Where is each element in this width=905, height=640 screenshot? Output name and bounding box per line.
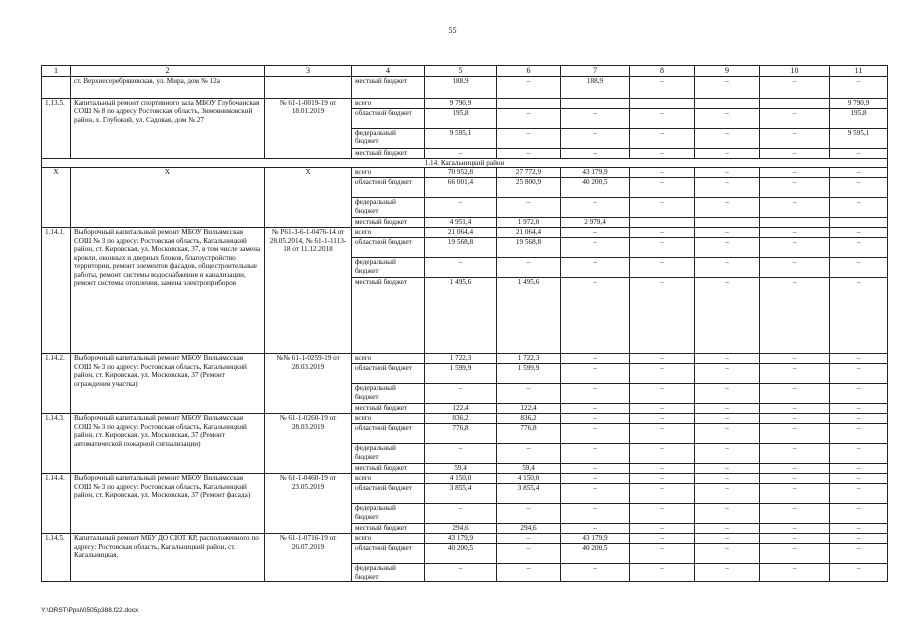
value-cell: 19 568,8 (425, 238, 497, 258)
value-cell: 1 599,9 (425, 364, 497, 384)
object-name: Выборочный капитальный ремонт МБОУ Вильямсская СОШ № 3 по адресу: Ростовская область, Кагальницкий район, ст. Кировская, ул. Московская, 37, в том числе замена кровли, оконных и дверных блоков, благоустройство территории, ремонт элементов фасадов, общестроительные работы, ремонт системы водоснабжения и канализации, ремонт системы отопления, замена электроприборов (71, 228, 265, 354)
budget-label-total: всего (352, 99, 425, 109)
value-cell: 3 855,4 (425, 484, 497, 504)
value-cell: – (561, 484, 630, 504)
header-col-6: 6 (497, 66, 561, 77)
value-cell: 9 595,1 (425, 129, 497, 149)
value-cell: 294,6 (497, 524, 561, 534)
budget-label-federal: федеральный бюджет (352, 504, 425, 524)
value-cell: 2 979,4 (561, 218, 630, 228)
value-cell: – (695, 149, 760, 159)
value-cell: 294,6 (425, 524, 497, 534)
footer-path: Y:\ORST\Ppsi\0505p388.f22.docx (41, 607, 139, 614)
value-cell: 21 064,4 (497, 228, 561, 238)
value-cell: – (695, 404, 760, 414)
value-cell: 836,2 (497, 414, 561, 424)
value-cell: 1 972,0 (497, 218, 561, 228)
value-cell: – (760, 484, 830, 504)
value-cell: – (830, 228, 888, 238)
budget-label-regional: областной бюджет (352, 544, 425, 564)
value-cell: – (630, 278, 695, 354)
value-cell: – (630, 524, 695, 534)
value-cell: – (497, 544, 561, 564)
section-row (42, 159, 888, 168)
value-cell: 4 150,0 (497, 474, 561, 484)
value-cell: 776,8 (497, 424, 561, 444)
budget-label-local: местный бюджет (352, 77, 425, 99)
value-cell: 836,2 (425, 414, 497, 424)
value-cell: – (695, 464, 760, 474)
value-cell: – (425, 504, 497, 524)
value-cell: – (630, 504, 695, 524)
value-cell: – (830, 168, 888, 178)
value-cell: – (760, 228, 830, 238)
value-cell: – (561, 364, 630, 384)
value-cell: – (760, 564, 830, 582)
value-cell: – (561, 149, 630, 159)
value-cell: – (830, 464, 888, 474)
value-cell: – (561, 414, 630, 424)
value-cell: – (760, 524, 830, 534)
value-cell: – (695, 238, 760, 258)
value-cell: – (630, 534, 695, 544)
value-cell: – (630, 258, 695, 278)
value-cell: – (497, 534, 561, 544)
value-cell: – (425, 384, 497, 404)
budget-label-total: всего (352, 474, 425, 484)
value-cell: – (561, 278, 630, 354)
budget-label-local: местный бюджет (352, 404, 425, 414)
value-cell: – (695, 544, 760, 564)
value-cell (760, 99, 830, 109)
row-marker: Х (265, 168, 352, 228)
header-col-5: 5 (425, 66, 497, 77)
value-cell: – (760, 238, 830, 258)
budget-label-federal: федеральный бюджет (352, 384, 425, 404)
value-cell: – (561, 384, 630, 404)
value-cell: – (630, 544, 695, 564)
header-col-3: 3 (265, 66, 352, 77)
value-cell: – (830, 484, 888, 504)
value-cell: – (760, 178, 830, 198)
value-cell: – (630, 149, 695, 159)
row-number: 1.14.5. (42, 534, 71, 582)
value-cell: – (497, 77, 561, 99)
value-cell: – (630, 178, 695, 198)
budget-label-total: всего (352, 414, 425, 424)
value-cell: – (760, 77, 830, 99)
value-cell: – (760, 444, 830, 464)
value-cell: – (695, 109, 760, 129)
value-cell: – (830, 474, 888, 484)
value-cell: – (630, 404, 695, 414)
value-cell: 4 951,4 (425, 218, 497, 228)
value-cell: – (760, 474, 830, 484)
value-cell: – (630, 77, 695, 99)
value-cell: – (830, 414, 888, 424)
value-cell (561, 99, 630, 109)
value-cell: – (561, 504, 630, 524)
value-cell: – (830, 424, 888, 444)
header-col-8: 8 (630, 66, 695, 77)
value-cell: – (695, 414, 760, 424)
value-cell: 40 200,5 (561, 178, 630, 198)
value-cell: 188,9 (561, 77, 630, 99)
value-cell: – (425, 198, 497, 218)
value-cell: – (695, 524, 760, 534)
value-cell: 4 150,0 (425, 474, 497, 484)
value-cell: – (830, 278, 888, 354)
value-cell: – (830, 198, 888, 218)
object-name: Выборочный капитальный ремонт МБОУ Вильямсская СОШ № 3 по адресу: Ростовская область, Кагальницкий район, ст. Кировская, ул. Московская, 37 (Ремонт автоматической пожарной сигнализации) (71, 414, 265, 474)
value-cell: – (760, 129, 830, 149)
header-col-10: 10 (760, 66, 830, 77)
value-cell: – (497, 129, 561, 149)
table-row (42, 534, 888, 544)
value-cell: – (630, 129, 695, 149)
value-cell (630, 218, 695, 228)
object-name: Выборочный капитальный ремонт МБОУ Вильямсская СОШ № 3 по адресу: Ростовская область, Кагальницкий район, ст. Кировская, ул. Московская, 37 (Ремонт фасада) (71, 474, 265, 534)
value-cell: – (760, 424, 830, 444)
value-cell: – (695, 364, 760, 384)
value-cell: 25 800,9 (497, 178, 561, 198)
row-number: 1.14.2. (42, 354, 71, 414)
value-cell: – (760, 534, 830, 544)
value-cell: – (760, 364, 830, 384)
value-cell: – (830, 504, 888, 524)
value-cell: – (695, 178, 760, 198)
value-cell: – (695, 354, 760, 364)
header-col-9: 9 (695, 66, 760, 77)
header-col-7: 7 (561, 66, 630, 77)
value-cell: – (497, 198, 561, 218)
value-cell: – (695, 384, 760, 404)
value-cell: – (830, 238, 888, 258)
value-cell: – (760, 354, 830, 364)
value-cell: – (561, 464, 630, 474)
value-cell: – (561, 238, 630, 258)
value-cell: – (630, 484, 695, 504)
object-name: Выборочный капитальный ремонт МБОУ Вильямсская СОШ № 3 по адресу: Ростовская область, Кагальницкий район, ст. Кировская, ул. Московская, 37 (Ремонт ограждения участка) (71, 354, 265, 414)
value-cell: 43 179,9 (425, 534, 497, 544)
value-cell: – (760, 168, 830, 178)
value-cell: – (760, 109, 830, 129)
value-cell: – (760, 504, 830, 524)
row-marker: Х (71, 168, 265, 228)
value-cell: – (695, 504, 760, 524)
value-cell: – (561, 198, 630, 218)
budget-label-local: местный бюджет (352, 524, 425, 534)
value-cell: – (425, 564, 497, 582)
value-cell: – (561, 129, 630, 149)
value-cell: 70 952,8 (425, 168, 497, 178)
value-cell: – (695, 198, 760, 218)
budget-label-local: местный бюджет (352, 149, 425, 159)
budget-label-federal: федеральный бюджет (352, 258, 425, 278)
value-cell: 19 568,8 (497, 238, 561, 258)
value-cell: 59,4 (497, 464, 561, 474)
table-row (42, 77, 888, 99)
value-cell: – (695, 168, 760, 178)
value-cell: – (497, 149, 561, 159)
value-cell: – (830, 404, 888, 414)
value-cell: – (630, 238, 695, 258)
value-cell: – (760, 384, 830, 404)
contract-number: № 61-1-0460-19 от 23.05.2019 (265, 474, 352, 534)
value-cell (695, 218, 760, 228)
value-cell (760, 218, 830, 228)
value-cell: – (695, 474, 760, 484)
value-cell: – (695, 484, 760, 504)
value-cell: – (630, 424, 695, 444)
page-number: 55 (448, 26, 457, 35)
contract-number (265, 77, 352, 99)
value-cell: – (830, 534, 888, 544)
row-marker: Х (42, 168, 71, 228)
value-cell: – (695, 129, 760, 149)
header-col-1: 1 (42, 66, 71, 77)
budget-label-local: местный бюджет (352, 464, 425, 474)
value-cell: – (760, 149, 830, 159)
value-cell: – (760, 544, 830, 564)
value-cell: 21 064,4 (425, 228, 497, 238)
value-cell: – (830, 384, 888, 404)
value-cell: – (497, 564, 561, 582)
value-cell: – (561, 258, 630, 278)
value-cell: – (561, 404, 630, 414)
value-cell: 9 790,9 (830, 99, 888, 109)
contract-number: № 61-1-0716-19 от 26.07.2019 (265, 534, 352, 582)
budget-label-total: всего (352, 168, 425, 178)
value-cell (497, 99, 561, 109)
value-cell: – (760, 198, 830, 218)
table-row (42, 414, 888, 424)
value-cell: – (695, 564, 760, 582)
value-cell: – (630, 198, 695, 218)
table-row (42, 354, 888, 364)
value-cell: 1 722,3 (425, 354, 497, 364)
budget-label-federal: федеральный бюджет (352, 198, 425, 218)
budget-table (41, 65, 888, 582)
row-number (42, 77, 71, 99)
value-cell (630, 99, 695, 109)
value-cell: – (497, 504, 561, 524)
value-cell: – (630, 474, 695, 484)
value-cell: 1 599,9 (497, 364, 561, 384)
table-row (42, 168, 888, 178)
value-cell: – (630, 414, 695, 424)
value-cell: – (695, 534, 760, 544)
value-cell: – (497, 109, 561, 129)
object-name: Капитальный ремонт спортивного зала МБОУ Глубочанская СОШ № 8 по адресу Ростовская область, Зимовниковский район, х. Глубокий, ул. Садовая, дом № 27 (71, 99, 265, 159)
value-cell: – (561, 474, 630, 484)
value-cell: – (630, 354, 695, 364)
value-cell: – (830, 149, 888, 159)
budget-label-total: всего (352, 354, 425, 364)
table-row (42, 99, 888, 109)
value-cell: – (695, 228, 760, 238)
value-cell: 1 722,3 (497, 354, 561, 364)
value-cell: 27 772,9 (497, 168, 561, 178)
value-cell (695, 99, 760, 109)
value-cell: – (561, 354, 630, 364)
budget-label-regional: областной бюджет (352, 109, 425, 129)
value-cell: 59,4 (425, 464, 497, 474)
value-cell: – (830, 258, 888, 278)
value-cell: – (630, 228, 695, 238)
header-col-4: 4 (352, 66, 425, 77)
contract-number: № 61-1-0019-19 от 18.01.2019 (265, 99, 352, 159)
value-cell: – (695, 258, 760, 278)
value-cell: – (830, 77, 888, 99)
value-cell: – (425, 149, 497, 159)
value-cell: – (561, 109, 630, 129)
value-cell: – (830, 178, 888, 198)
value-cell: – (630, 364, 695, 384)
value-cell: – (425, 444, 497, 464)
object-name: ст. Верхнесеребряковская, ул. Мира, дом № 12а (71, 77, 265, 99)
row-number: 1.14.4. (42, 474, 71, 534)
budget-label-federal: федеральный бюджет (352, 564, 425, 582)
value-cell: 66 001,4 (425, 178, 497, 198)
value-cell: 43 179,9 (561, 534, 630, 544)
value-cell: 188,9 (425, 77, 497, 99)
value-cell: – (760, 278, 830, 354)
value-cell: – (830, 544, 888, 564)
value-cell: – (695, 77, 760, 99)
value-cell: 195,8 (830, 109, 888, 129)
value-cell: 122,4 (497, 404, 561, 414)
value-cell: 9 595,1 (830, 129, 888, 149)
row-number: 1.14.1. (42, 228, 71, 354)
value-cell (830, 218, 888, 228)
value-cell: – (760, 404, 830, 414)
value-cell: – (760, 414, 830, 424)
value-cell: 9 790,9 (425, 99, 497, 109)
header-col-2: 2 (71, 66, 265, 77)
value-cell: 776,8 (425, 424, 497, 444)
value-cell: – (630, 464, 695, 474)
header-row (42, 66, 888, 77)
value-cell: 3 855,4 (497, 484, 561, 504)
budget-label-total: всего (352, 534, 425, 544)
value-cell: – (561, 524, 630, 534)
budget-label-federal: федеральный бюджет (352, 129, 425, 149)
table-row (42, 474, 888, 484)
value-cell: 122,4 (425, 404, 497, 414)
object-name: Капитальный ремонт МБУ ДО СЮТ КР, расположенного по адресу: Ростовская область, Кагальницкий район, ст. Кагальницкая, (71, 534, 265, 582)
value-cell: – (561, 424, 630, 444)
value-cell: – (425, 258, 497, 278)
contract-number: №№ 61-1-0259-19 от 28.03.2019 (265, 354, 352, 414)
value-cell: – (830, 444, 888, 464)
budget-label-regional: областной бюджет (352, 484, 425, 504)
value-cell: – (830, 364, 888, 384)
value-cell: 43 179,9 (561, 168, 630, 178)
section-title: 1.14. Кагальницкий район (42, 159, 888, 168)
value-cell: 1 495,6 (425, 278, 497, 354)
value-cell: – (630, 109, 695, 129)
value-cell: – (630, 168, 695, 178)
value-cell: – (695, 424, 760, 444)
table-row (42, 228, 888, 238)
value-cell: – (630, 444, 695, 464)
budget-label-regional: областной бюджет (352, 424, 425, 444)
budget-label-regional: областной бюджет (352, 364, 425, 384)
budget-label-regional: областной бюджет (352, 238, 425, 258)
value-cell: 40 200,5 (561, 544, 630, 564)
value-cell: 1 495,6 (497, 278, 561, 354)
value-cell: – (497, 444, 561, 464)
contract-number: № 61-1-0260-19 от 28.03.2019 (265, 414, 352, 474)
value-cell: – (561, 564, 630, 582)
value-cell: – (630, 564, 695, 582)
budget-label-local: местный бюджет (352, 218, 425, 228)
budget-label-local: местный бюджет (352, 278, 425, 354)
value-cell: – (497, 384, 561, 404)
value-cell: 40 200,5 (425, 544, 497, 564)
value-cell: 195,8 (425, 109, 497, 129)
row-number: 1.14.3. (42, 414, 71, 474)
value-cell: – (830, 564, 888, 582)
budget-label-federal: федеральный бюджет (352, 444, 425, 464)
value-cell: – (630, 384, 695, 404)
budget-label-total: всего (352, 228, 425, 238)
value-cell: – (695, 444, 760, 464)
value-cell: – (561, 228, 630, 238)
value-cell: – (760, 464, 830, 474)
table-body (42, 66, 888, 582)
value-cell: – (695, 278, 760, 354)
value-cell: – (497, 258, 561, 278)
budget-label-regional: областной бюджет (352, 178, 425, 198)
value-cell: – (760, 258, 830, 278)
contract-number: № Р61-3-6-1-0476-14 от 28.05.2014, № 61-1-1113-18 от 11.12.2018 (265, 228, 352, 354)
header-col-11: 11 (830, 66, 888, 77)
value-cell: – (830, 354, 888, 364)
row-number: 1.13.5. (42, 99, 71, 159)
value-cell: – (561, 444, 630, 464)
value-cell: – (830, 524, 888, 534)
